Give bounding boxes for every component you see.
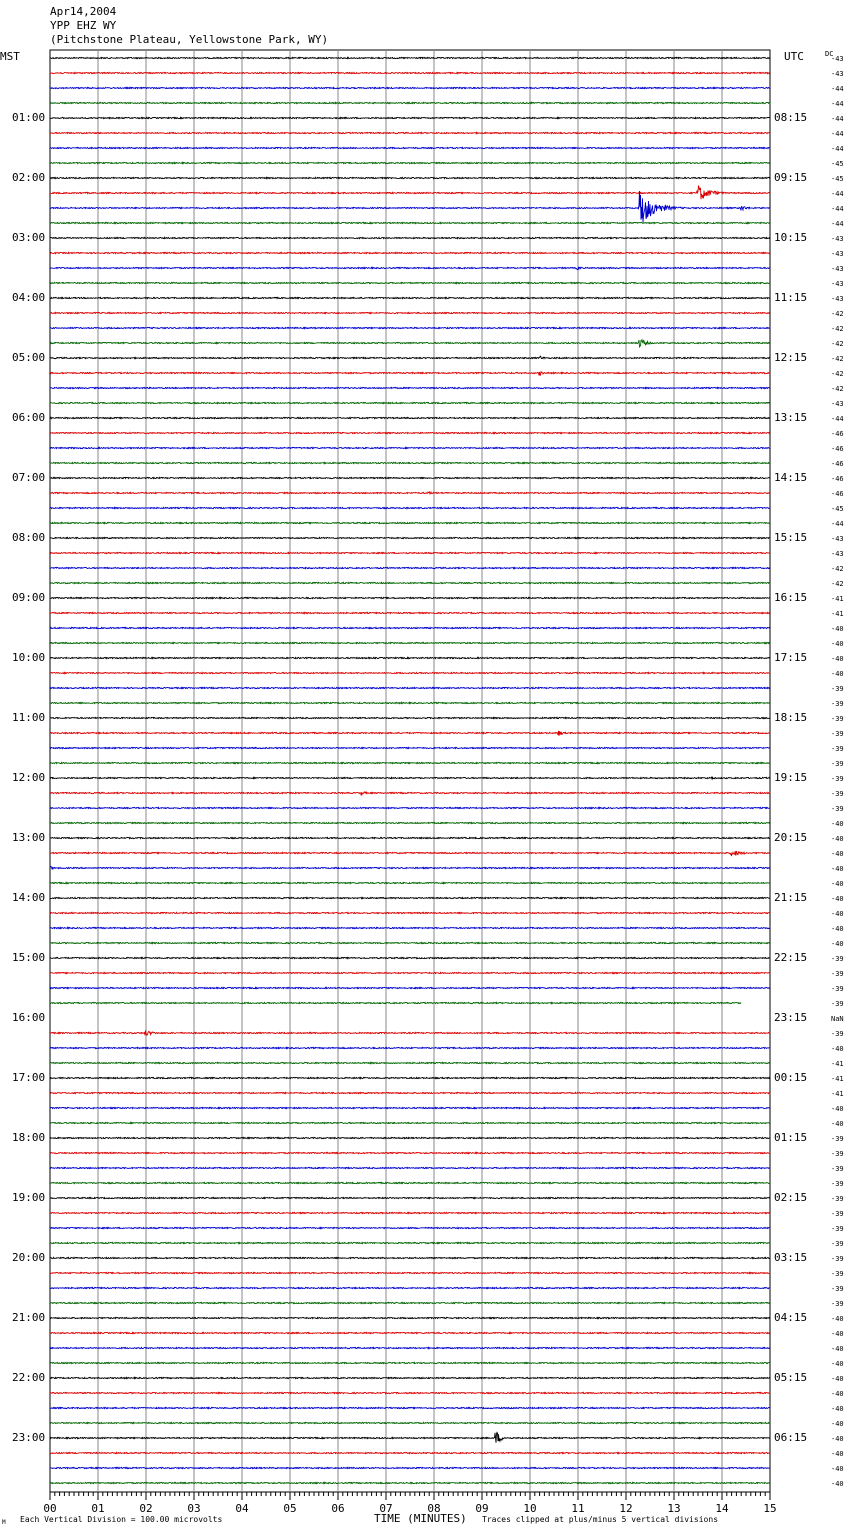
hour-label-left: 04:00 — [12, 291, 46, 304]
dc-offset-label: -43 — [831, 550, 844, 558]
x-tick-label: 07 — [379, 1502, 393, 1515]
dc-offset-label: -40 — [831, 880, 844, 888]
hour-label-right: 15:15 — [774, 531, 808, 544]
x-tick-label: 06 — [331, 1502, 345, 1515]
dc-offset-label: -39 — [831, 745, 844, 753]
x-tick-label: 09 — [475, 1502, 489, 1515]
hour-label-right: 04:15 — [774, 1311, 808, 1324]
seismic-trace — [50, 1362, 770, 1363]
dc-offset-label: -40 — [831, 895, 844, 903]
dc-offset-label: -40 — [831, 625, 844, 633]
seismic-trace — [50, 1392, 770, 1393]
seismic-trace — [50, 191, 770, 222]
seismic-trace — [50, 462, 770, 463]
hour-label-right: 02:15 — [774, 1191, 808, 1204]
seismic-trace — [50, 1482, 770, 1483]
hour-label-left: 03:00 — [12, 231, 46, 244]
dc-offset-label: -43 — [831, 265, 844, 273]
dc-offset-label: -41 — [831, 1060, 844, 1068]
plot-station: YPP EHZ WY — [50, 19, 117, 32]
x-tick-label: 08 — [427, 1502, 441, 1515]
seismic-trace — [50, 1407, 770, 1408]
dc-offset-label: -40 — [831, 820, 844, 828]
dc-offset-label: -41 — [831, 610, 844, 618]
seismic-trace — [50, 522, 770, 523]
dc-offset-label: -40 — [831, 835, 844, 843]
dc-offset-label: -40 — [831, 1465, 844, 1473]
seismic-trace — [50, 942, 770, 943]
hour-label-right: 18:15 — [774, 711, 808, 724]
dc-offset-label: -40 — [831, 910, 844, 918]
seismic-trace — [50, 687, 770, 688]
seismic-trace — [50, 882, 770, 883]
seismic-trace — [50, 1227, 770, 1228]
dc-offset-label: -43 — [831, 55, 844, 63]
seismic-trace — [50, 507, 770, 508]
dc-offset-label: -42 — [831, 325, 844, 333]
dc-offset-label: -44 — [831, 520, 844, 528]
dc-offset-label: -40 — [831, 1435, 844, 1443]
hour-label-right: 13:15 — [774, 411, 808, 424]
seismic-trace — [50, 777, 770, 779]
seismic-trace — [50, 177, 770, 178]
seismic-trace — [50, 1137, 770, 1138]
seismic-trace — [50, 552, 770, 553]
dc-offset-label: -43 — [831, 280, 844, 288]
seismic-trace — [50, 702, 770, 703]
seismic-trace — [50, 162, 770, 163]
seismic-trace — [50, 987, 770, 988]
dc-offset-label: -39 — [831, 985, 844, 993]
hour-label-left: 23:00 — [12, 1431, 46, 1444]
dc-offset-label: -42 — [831, 310, 844, 318]
dc-offset-label: -46 — [831, 430, 844, 438]
hour-label-left: 05:00 — [12, 351, 46, 364]
dc-offset-label: -46 — [831, 460, 844, 468]
seismic-trace — [50, 447, 770, 448]
seismic-trace — [50, 1467, 770, 1468]
seismic-trace — [50, 1422, 770, 1423]
seismic-trace — [50, 282, 770, 283]
dc-offset-label: -46 — [831, 490, 844, 498]
x-tick-label: 10 — [523, 1502, 537, 1515]
dc-offset-label: -44 — [831, 190, 844, 198]
seismic-trace — [50, 807, 770, 808]
seismic-trace — [50, 731, 770, 736]
dc-offset-label: -39 — [831, 1210, 844, 1218]
seismic-trace — [50, 866, 770, 869]
seismic-trace — [50, 1167, 770, 1168]
hour-label-left: 18:00 — [12, 1131, 46, 1144]
dc-offset-label: -46 — [831, 445, 844, 453]
corner-mark: M — [2, 1519, 6, 1526]
dc-offset-label: -41 — [831, 595, 844, 603]
seismic-trace — [50, 87, 770, 88]
hour-label-right: 17:15 — [774, 651, 808, 664]
seismic-trace — [50, 327, 770, 328]
plot-frame — [50, 50, 770, 1492]
dc-offset-label: -42 — [831, 385, 844, 393]
dc-offset-label: -40 — [831, 1375, 844, 1383]
seismic-trace — [50, 1122, 770, 1123]
dc-offset-label: -44 — [831, 415, 844, 423]
seismic-trace — [50, 222, 770, 223]
seismic-trace — [50, 1197, 770, 1198]
seismic-trace — [50, 1257, 770, 1258]
hour-label-right: 11:15 — [774, 291, 808, 304]
plot-date: Apr14,2004 — [50, 5, 117, 18]
dc-offset-label: -39 — [831, 1270, 844, 1278]
hour-label-right: 00:15 — [774, 1071, 808, 1084]
dc-offset-label: NaN — [831, 1015, 844, 1023]
dc-offset-label: -40 — [831, 925, 844, 933]
hour-label-left: 01:00 — [12, 111, 46, 124]
dc-offset-label: -43 — [831, 235, 844, 243]
hour-label-left: 06:00 — [12, 411, 46, 424]
hour-label-left: 11:00 — [12, 711, 46, 724]
seismic-trace — [50, 356, 770, 358]
dc-offset-label: -39 — [831, 1255, 844, 1263]
hour-label-right: 20:15 — [774, 831, 808, 844]
x-tick-label: 03 — [187, 1502, 201, 1515]
dc-offset-label: -39 — [831, 1240, 844, 1248]
seismic-trace — [50, 1002, 741, 1003]
dc-offset-label: -44 — [831, 145, 844, 153]
seismic-trace — [50, 537, 770, 538]
seismic-trace — [50, 57, 770, 58]
dc-offset-label: -39 — [831, 1135, 844, 1143]
seismic-trace — [50, 312, 770, 313]
x-tick-label: 04 — [235, 1502, 249, 1515]
seismic-trace — [50, 132, 770, 133]
dc-offset-label: -43 — [831, 250, 844, 258]
dc-offset-label: -44 — [831, 130, 844, 138]
dc-offset-label: -40 — [831, 940, 844, 948]
seismic-trace — [50, 972, 770, 973]
seismic-trace — [50, 252, 770, 253]
seismic-trace — [50, 822, 770, 823]
seismic-trace — [50, 597, 770, 598]
x-tick-label: 14 — [715, 1502, 729, 1515]
seismic-trace — [50, 402, 770, 403]
seismic-trace — [50, 1332, 770, 1333]
hour-label-left: 16:00 — [12, 1011, 46, 1024]
seismic-trace — [50, 417, 770, 418]
seismic-trace — [50, 897, 770, 898]
hour-label-right: 23:15 — [774, 1011, 808, 1024]
x-tick-label: 13 — [667, 1502, 681, 1515]
dc-offset-label: -40 — [831, 1105, 844, 1113]
dc-offset-label: -42 — [831, 355, 844, 363]
dc-offset-label: -42 — [831, 580, 844, 588]
dc-offset-label: -40 — [831, 850, 844, 858]
seismic-trace — [50, 492, 770, 494]
seismic-trace — [50, 567, 770, 568]
seismic-trace — [50, 340, 770, 347]
dc-offset-label: -40 — [831, 1420, 844, 1428]
x-tick-label: 05 — [283, 1502, 297, 1515]
dc-offset-label: -39 — [831, 1180, 844, 1188]
seismic-trace — [50, 1347, 770, 1348]
dc-offset-label: -42 — [831, 340, 844, 348]
seismic-trace — [50, 477, 770, 478]
hour-label-right: 14:15 — [774, 471, 808, 484]
x-tick-label: 00 — [43, 1502, 57, 1515]
dc-offset-label: -46 — [831, 475, 844, 483]
seismic-trace — [50, 1377, 770, 1378]
seismic-trace — [50, 1047, 770, 1048]
dc-offset-label: -44 — [831, 100, 844, 108]
dc-offset-label: -39 — [831, 1000, 844, 1008]
seismic-trace — [50, 1452, 770, 1453]
seismic-trace — [50, 267, 770, 270]
dc-offset-label: -39 — [831, 760, 844, 768]
dc-offset-label: -43 — [831, 535, 844, 543]
dc-offset-label: -39 — [831, 1195, 844, 1203]
dc-offset-label: -40 — [831, 865, 844, 873]
dc-offset-label: -40 — [831, 1315, 844, 1323]
seismic-trace — [50, 1432, 770, 1442]
seismic-trace — [50, 186, 770, 200]
seismic-trace — [50, 1287, 770, 1288]
dc-offset-label: -43 — [831, 295, 844, 303]
dc-offset-label: -41 — [831, 1075, 844, 1083]
dc-offset-label: -39 — [831, 1225, 844, 1233]
hour-label-left: 22:00 — [12, 1371, 46, 1384]
dc-offset-label: -45 — [831, 175, 844, 183]
seismic-trace — [50, 1212, 770, 1213]
dc-offset-label: -39 — [831, 1030, 844, 1038]
hour-label-right: 22:15 — [774, 951, 808, 964]
dc-offset-label: -45 — [831, 160, 844, 168]
dc-offset-label: -43 — [831, 400, 844, 408]
dc-offset-label: -39 — [831, 700, 844, 708]
dc-label: DC — [825, 50, 834, 58]
seismic-trace — [50, 837, 770, 838]
seismic-trace — [50, 627, 770, 628]
hour-label-left: 13:00 — [12, 831, 46, 844]
hour-label-right: 03:15 — [774, 1251, 808, 1264]
seismic-trace — [50, 102, 770, 103]
seismic-trace — [50, 792, 770, 795]
seismic-trace — [50, 1077, 770, 1078]
dc-offset-label: -40 — [831, 1045, 844, 1053]
hour-label-left: 07:00 — [12, 471, 46, 484]
seismic-trace — [50, 672, 770, 673]
hour-label-left: 21:00 — [12, 1311, 46, 1324]
dc-offset-label: -40 — [831, 1345, 844, 1353]
seismic-trace — [50, 1182, 770, 1183]
seismic-trace — [50, 582, 770, 583]
dc-offset-label: -44 — [831, 85, 844, 93]
x-tick-label: 11 — [571, 1502, 585, 1515]
dc-offset-label: -41 — [831, 1090, 844, 1098]
seismic-trace — [50, 747, 770, 748]
dc-offset-label: -44 — [831, 205, 844, 213]
dc-offset-label: -40 — [831, 670, 844, 678]
seismic-trace — [50, 372, 770, 376]
x-tick-label: 15 — [763, 1502, 777, 1515]
hour-label-left: 20:00 — [12, 1251, 46, 1264]
hour-label-left: 09:00 — [12, 591, 46, 604]
seismic-trace — [50, 1317, 770, 1318]
dc-offset-label: -39 — [831, 730, 844, 738]
dc-offset-label: -39 — [831, 790, 844, 798]
right-timezone-label: UTC — [784, 50, 804, 63]
x-tick-label: 02 — [139, 1502, 153, 1515]
dc-offset-label: -40 — [831, 1450, 844, 1458]
dc-offset-label: -45 — [831, 505, 844, 513]
seismic-trace — [50, 432, 770, 433]
dc-offset-label: -39 — [831, 970, 844, 978]
seismic-trace — [50, 147, 770, 148]
dc-offset-label: -40 — [831, 1120, 844, 1128]
dc-offset-label: -40 — [831, 1360, 844, 1368]
seismic-trace — [50, 762, 770, 763]
dc-offset-label: -39 — [831, 1150, 844, 1158]
hour-label-left: 14:00 — [12, 891, 46, 904]
clip-note: Traces clipped at plus/minus 5 vertical divisions — [482, 1515, 719, 1524]
hour-label-left: 08:00 — [12, 531, 46, 544]
seismic-trace — [50, 1302, 770, 1303]
seismic-trace — [50, 1107, 770, 1108]
dc-offset-label: -39 — [831, 775, 844, 783]
hour-label-right: 12:15 — [774, 351, 808, 364]
hour-label-left: 19:00 — [12, 1191, 46, 1204]
plot-location: (Pitchstone Plateau, Yellowstone Park, WY) — [50, 33, 329, 46]
dc-offset-label: -39 — [831, 1165, 844, 1173]
dc-offset-label: -40 — [831, 1330, 844, 1338]
dc-offset-label: -42 — [831, 565, 844, 573]
scale-note: Each Vertical Division = 100.00 microvolts — [20, 1515, 223, 1524]
seismic-trace — [50, 297, 770, 298]
x-tick-label: 01 — [91, 1502, 105, 1515]
seismic-trace — [50, 117, 770, 118]
dc-offset-label: -43 — [831, 70, 844, 78]
dc-offset-label: -40 — [831, 1405, 844, 1413]
hour-label-left: 10:00 — [12, 651, 46, 664]
x-axis-label: TIME (MINUTES) — [374, 1512, 467, 1525]
dc-offset-label: -39 — [831, 1300, 844, 1308]
dc-offset-label: -40 — [831, 640, 844, 648]
hour-label-left: 02:00 — [12, 171, 46, 184]
seismic-trace — [50, 657, 770, 658]
hour-label-right: 05:15 — [774, 1371, 808, 1384]
dc-offset-label: -44 — [831, 220, 844, 228]
dc-offset-label: -40 — [831, 655, 844, 663]
dc-offset-label: -40 — [831, 1480, 844, 1488]
seismic-trace — [50, 72, 770, 73]
hour-label-right: 16:15 — [774, 591, 808, 604]
left-timezone-label: MST — [0, 50, 20, 63]
dc-offset-label: -44 — [831, 115, 844, 123]
seismic-trace — [50, 851, 770, 856]
hour-label-right: 09:15 — [774, 171, 808, 184]
seismic-trace — [50, 1242, 770, 1243]
seismic-trace — [50, 912, 770, 913]
dc-offset-label: -42 — [831, 370, 844, 378]
seismic-trace — [50, 1062, 770, 1063]
seismic-trace — [50, 1092, 770, 1093]
hour-label-right: 08:15 — [774, 111, 808, 124]
seismic-trace — [50, 957, 770, 958]
x-tick-label: 12 — [619, 1502, 633, 1515]
seismic-trace — [50, 612, 770, 613]
hour-label-left: 12:00 — [12, 771, 46, 784]
hour-label-right: 21:15 — [774, 891, 808, 904]
dc-offset-label: -39 — [831, 805, 844, 813]
seismic-trace — [50, 1031, 770, 1036]
dc-offset-label: -39 — [831, 955, 844, 963]
seismic-trace — [50, 642, 770, 643]
seismic-trace — [50, 1152, 770, 1153]
hour-label-right: 01:15 — [774, 1131, 808, 1144]
hour-label-right: 10:15 — [774, 231, 808, 244]
hour-label-right: 19:15 — [774, 771, 808, 784]
dc-offset-label: -39 — [831, 715, 844, 723]
seismic-trace — [50, 1272, 770, 1273]
hour-label-left: 17:00 — [12, 1071, 46, 1084]
hour-label-right: 06:15 — [774, 1431, 808, 1444]
dc-offset-label: -39 — [831, 685, 844, 693]
hour-label-left: 15:00 — [12, 951, 46, 964]
seismic-trace — [50, 237, 770, 238]
seismic-trace — [50, 927, 770, 928]
dc-offset-label: -40 — [831, 1390, 844, 1398]
seismic-trace — [50, 387, 770, 388]
seismic-trace — [50, 717, 770, 718]
dc-offset-label: -39 — [831, 1285, 844, 1293]
